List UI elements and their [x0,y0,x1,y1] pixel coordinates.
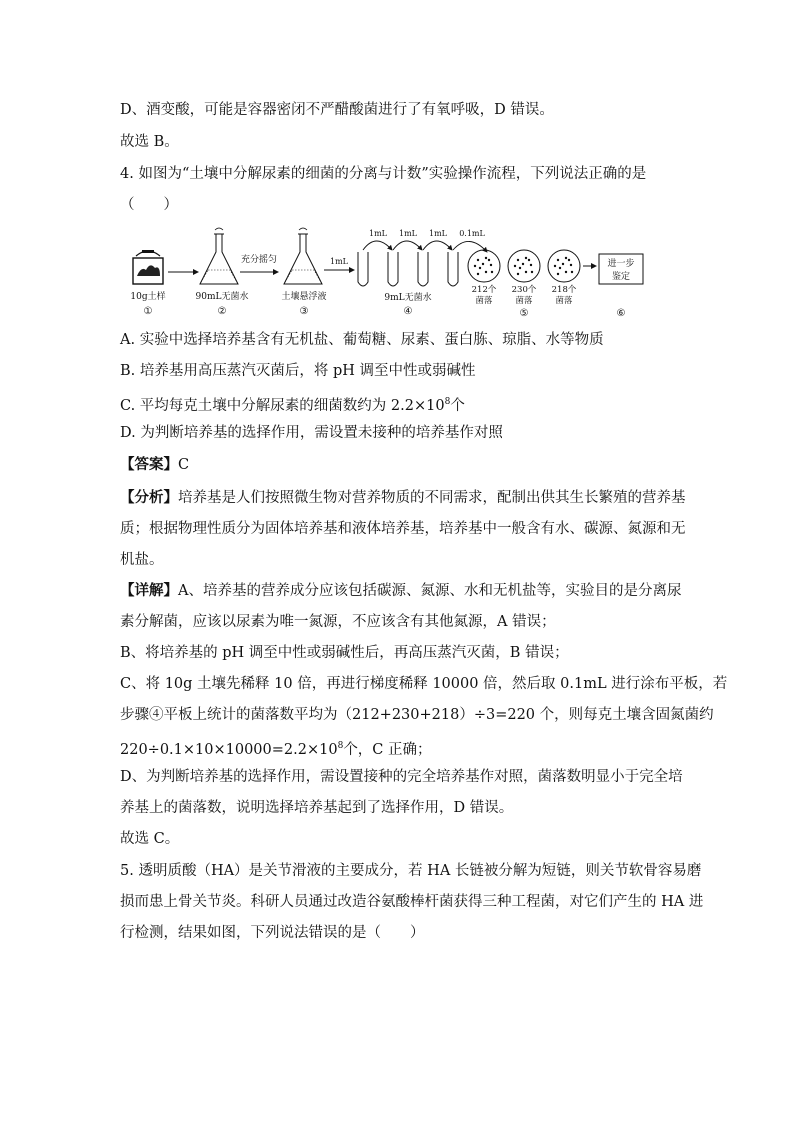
tubes-label: 9mL无菌水 [384,293,432,303]
answer-value: C [178,457,190,473]
test-tube-icon [358,252,368,286]
step-2-label: ② [217,306,227,317]
answer-tag: 【答案】 [120,456,178,473]
detail-text: A、培养基的营养成分应该包括碳源、氮源、水和无机盐等，实验目的是分离尿 [178,583,682,599]
step-3-label: ③ [299,306,309,317]
text-line: D、酒变酸，可能是容器密闭不严醋酸菌进行了有氧呼吸，D 错误。 [120,102,554,118]
detail-line: C、将 10g 土壤先稀释 10 倍，再进行梯度稀释 10000 倍，然后取 0.1mL 进行涂布平板，若 [120,676,728,692]
shake-label: 充分摇匀 [240,255,278,265]
detail-line [120,581,681,601]
question-5-stem: 5. 透明质酸（HA）是关节滑液的主要成分，若 HA 长链被分解为短链，则关节软骨容易磨 [120,863,702,879]
volume-label: 1mL [369,229,387,238]
test-tube-icon [448,252,458,286]
text-line: 故选 C。 [120,831,180,847]
detail-line [120,736,432,760]
petri-plate-icon [468,250,500,282]
detail-line: 步骤④平板上统计的菌落数平均为（212+230+218）÷3=220 个，则每克土壤含固氮菌约 [120,707,714,723]
detail-text: 220÷0.1×10×10000=2.2×10 [120,742,338,758]
option-c-unit: 个 [450,398,465,414]
plate-count-label: 230个 [511,285,537,295]
petri-plate-icon [548,250,580,282]
flask-2-label: 土壤悬浮液 [281,292,327,302]
detail-line: D、为判断培养基的选择作用，需设置接种的完全培养基作对照，菌落数明显小于完全培 [120,769,683,785]
exponent: 8 [337,741,344,751]
transfer-arrow [423,241,452,250]
text-line: 故选 B。 [120,134,179,150]
step-1-label: ① [143,306,153,317]
step-4-label: ④ [403,306,413,317]
option-d: D. 为判断培养基的选择作用，需设置未接种的培养基作对照 [120,425,503,441]
answer-line [120,455,189,475]
plate-colony-label: 菌落 [475,296,493,306]
option-a: A. 实验中选择培养基含有无机盐、葡萄糖、尿素、蛋白胨、琼脂、水等物质 [120,332,604,348]
flask-1-label: 90mL无菌水 [195,292,249,302]
detail-text: 个，C 正确； [343,742,432,758]
option-c-text: C. 平均每克土壤中分解尿素的细菌数约为 2.2×10 [120,398,445,414]
detail-tag: 【详解】 [120,582,178,599]
identification-label-line2: 鉴定 [611,272,631,282]
question-5-stem: 损而患上骨关节炎。科研人员通过改造谷氨酸棒杆菌获得三种工程菌，对它们产生的 HA 进 [120,894,704,910]
detail-line: 养基上的菌落数，说明选择培养基起到了选择作用，D 错误。 [120,800,514,816]
petri-plate-icon [508,250,540,282]
analysis-text: 培养基是人们按照微生物对营养物质的不同需求，配制出供其生长繁殖的营养基 [178,490,686,506]
soil-sample-icon [133,250,163,284]
transfer-arrow [393,241,422,250]
step-5-label: ⑤ [519,308,529,319]
analysis-line: 质；根据物理性质分为固体培养基和液体培养基，培养基中一般含有水、碳源、氮源和无 [120,521,686,537]
transfer-arrow [363,241,392,250]
flask-icon [284,228,322,284]
volume-label: 1mL [399,229,417,238]
analysis-line: 机盐。 [120,552,164,568]
identification-label-line1: 进一步 [607,259,635,269]
volume-label: 1mL [429,229,447,238]
step-6-label: ⑥ [616,308,626,319]
flask-icon [200,228,238,284]
volume-label: 1mL [330,257,348,266]
experiment-flow-diagram [128,226,668,320]
test-tube-icon [388,252,398,286]
plate-colony-label: 菌落 [515,296,533,306]
soil-sample-label: 10g土样 [130,292,166,302]
analysis-tag: 【分析】 [120,489,178,506]
question-4-stem: 4. 如图为“土壤中分解尿素的细菌的分离与计数”实验操作流程，下列说法正确的是 [120,166,647,182]
plate-count-label: 218个 [551,285,577,295]
option-b: B. 培养基用高压蒸汽灭菌后，将 pH 调至中性或弱碱性 [120,363,476,379]
analysis-line [120,488,686,508]
detail-line: 素分解菌，应该以尿素为唯一氮源，不应该含有其他氮源，A 错误； [120,614,556,630]
answer-bracket: （ ） [120,197,178,213]
plate-colony-label: 菌落 [555,296,573,306]
plate-count-label: 212个 [471,285,497,295]
volume-label: 0.1mL [459,229,485,238]
test-tube-icon [418,252,428,286]
detail-line: B、将培养基的 pH 调至中性或弱碱性后，再高压蒸汽灭菌，B 错误； [120,645,569,661]
question-5-stem: 行检测，结果如图，下列说法错误的是（ ） [120,925,425,941]
exponent: 8 [444,397,451,407]
option-c [120,392,465,416]
